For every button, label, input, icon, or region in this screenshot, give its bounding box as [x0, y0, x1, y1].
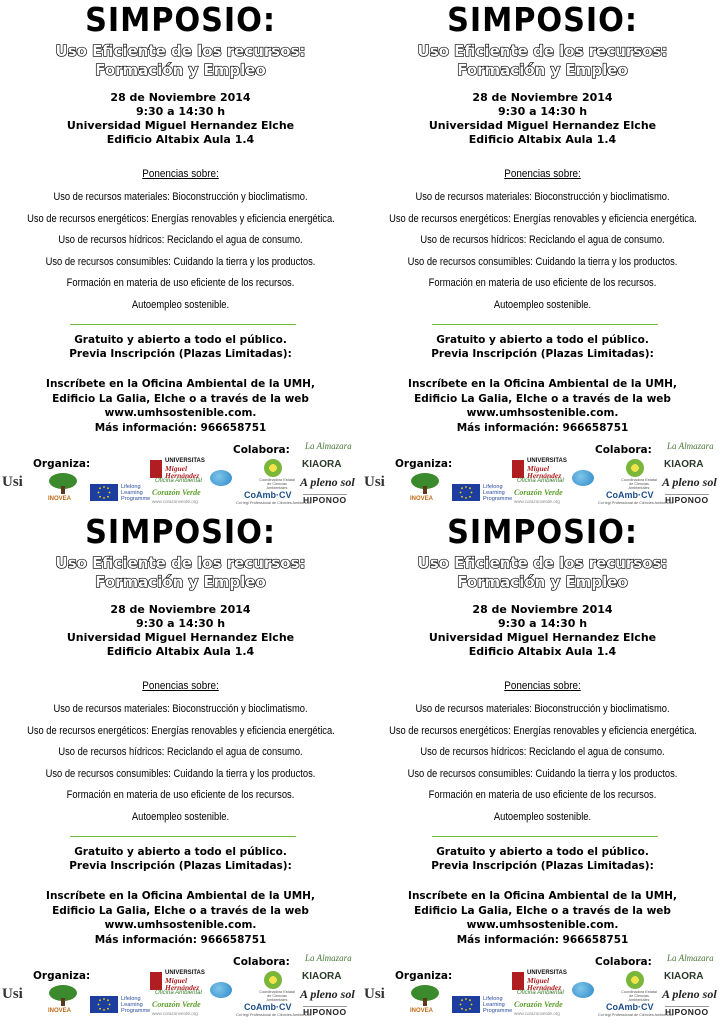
almazara-logo: La Almazara — [305, 953, 352, 963]
register-line-1: Inscríbete en la Oficina Ambiental de la UMH, — [408, 890, 677, 902]
register-info — [0, 889, 361, 947]
green-seal-icon — [626, 971, 644, 989]
subtitle-line-2: Formación y Empleo — [457, 573, 628, 591]
green-divider — [70, 836, 296, 837]
corazon-verde-logo: Corazón Verde — [514, 488, 563, 497]
lifelong-learning-logo: Lifelong Learning Programme — [121, 996, 151, 1014]
register-line-2: Edificio La Galia, Elche o a través de la web — [52, 392, 309, 405]
flyer-subtitle — [0, 554, 361, 592]
umh-universitas: UNIVERSITAS — [527, 970, 567, 976]
flyer-title: SIMPOSIO: — [85, 512, 276, 551]
umh-name: Miguel Hernández — [527, 464, 562, 480]
almazara-logo: La Almazara — [667, 953, 714, 963]
kiaora-logo: KIAORA — [302, 971, 342, 982]
topic-item: Uso de recursos consumibles: Cuidando la tierra y los productos. — [45, 255, 316, 268]
inovea-logo: INOVEA — [410, 496, 434, 502]
event-university: Universidad Miguel Hernandez Elche — [66, 631, 295, 644]
free-line: Gratuito y abierto a todo el público. — [74, 846, 287, 858]
corazon-verde-logo: Corazón Verde — [514, 1000, 563, 1009]
subtitle-line-1: Uso Eficiente de los recursos: — [417, 554, 668, 572]
water-drop-icon — [572, 982, 594, 998]
coamb-subtitle: Col·legi Professional de Ciències Ambientals — [236, 1013, 312, 1017]
flyer-copy — [0, 512, 361, 1024]
coamb-logo: CoAmb·CV — [244, 490, 292, 500]
eu-flag-icon — [90, 996, 118, 1013]
more-info: Más información: 966658751 — [94, 421, 267, 434]
event-building: Edificio Altabix Aula 1.4 — [106, 133, 255, 146]
ponencias-heading: Ponencias sobre: — [142, 168, 219, 180]
free-line: Gratuito y abierto a todo el público. — [74, 334, 287, 346]
ponencias-heading: Ponencias sobre: — [504, 680, 581, 692]
tree-icon — [48, 984, 78, 1006]
topics-list — [0, 190, 361, 320]
coamb-logo: CoAmb·CV — [606, 1002, 654, 1012]
hiponoo-logo: HIPONOO — [665, 495, 709, 505]
register-line-1: Inscríbete en la Oficina Ambiental de la UMH, — [408, 378, 677, 390]
access-info — [362, 333, 723, 361]
topic-item: Uso de recursos materiales: Bioconstrucción y bioclimatismo. — [53, 703, 308, 715]
green-seal-icon — [626, 459, 644, 477]
corazon-verde-logo: Corazón Verde — [152, 488, 201, 497]
subtitle-line-2: Formación y Empleo — [95, 61, 266, 79]
topics-list — [0, 702, 361, 832]
event-date: 28 de Noviembre 2014 — [472, 603, 613, 616]
topic-item: Uso de recursos energéticos: Energías renovables y eficiencia energética. — [27, 724, 335, 737]
coamb-logo: CoAmb·CV — [244, 1002, 292, 1012]
subtitle-line-1: Uso Eficiente de los recursos: — [55, 42, 306, 60]
green-seal-icon — [264, 459, 282, 477]
free-line: Gratuito y abierto a todo el público. — [436, 334, 649, 346]
almazara-logo: La Almazara — [305, 441, 352, 451]
topic-item: Uso de recursos consumibles: Cuidando la tierra y los productos. — [407, 767, 678, 780]
topic-item: Uso de recursos consumibles: Cuidando la tierra y los productos. — [45, 767, 316, 780]
federacion-text: Coordinadora Estatal de Ciencias Ambientales — [621, 990, 657, 1002]
almazara-logo: La Almazara — [667, 441, 714, 451]
topic-item: Uso de recursos energéticos: Energías renovables y eficiencia energética. — [27, 212, 335, 225]
topic-item: Uso de recursos hídricos: Reciclando el agua de consumo. — [58, 746, 303, 759]
event-date: 28 de Noviembre 2014 — [110, 91, 251, 104]
tree-icon — [410, 984, 440, 1006]
free-line: Gratuito y abierto a todo el público. — [436, 846, 649, 858]
event-university: Universidad Miguel Hernandez Elche — [428, 631, 657, 644]
topic-item: Formación en materia de uso eficiente de los recursos. — [428, 277, 657, 290]
colabora-label: Colabora: — [595, 444, 652, 456]
umh-name: Miguel Hernández — [165, 976, 200, 992]
event-building: Edificio Altabix Aula 1.4 — [468, 133, 617, 146]
register-line-1: Inscríbete en la Oficina Ambiental de la UMH, — [46, 378, 315, 390]
event-details — [0, 603, 361, 659]
flyer-copy — [362, 0, 723, 512]
hiponoo-logo: HIPONOO — [303, 1007, 347, 1017]
flyer-copy — [362, 512, 723, 1024]
event-time: 9:30 a 14:30 h — [497, 617, 588, 630]
topic-item: Uso de recursos energéticos: Energías renovables y eficiencia energética. — [389, 212, 697, 225]
umh-name: Miguel Hernández — [165, 464, 200, 480]
website-link[interactable]: www.umhsostenible.com. — [104, 919, 257, 931]
aplenosol-logo: A pleno sol — [662, 987, 717, 1001]
umh-shield-icon — [512, 460, 524, 478]
umh-universitas: UNIVERSITAS — [165, 458, 205, 464]
access-info — [362, 845, 723, 873]
register-info — [362, 889, 723, 947]
water-drop-icon — [210, 982, 232, 998]
federacion-text: Coordinadora Estatal de Ciencias Ambientales — [259, 990, 295, 1002]
topics-list — [362, 702, 723, 832]
register-line-1: Inscríbete en la Oficina Ambiental de la UMH, — [46, 890, 315, 902]
green-seal-icon — [264, 971, 282, 989]
register-line-2: Edificio La Galia, Elche o a través de la web — [52, 904, 309, 917]
usi-logo: Usi — [2, 986, 23, 1002]
event-date: 28 de Noviembre 2014 — [472, 91, 613, 104]
registration-line: Previa Inscripción (Plazas Limitadas): — [431, 860, 654, 872]
umh-universitas: UNIVERSITAS — [527, 458, 567, 464]
lifelong-learning-logo: Lifelong Learning Programme — [121, 484, 151, 502]
umh-name: Miguel Hernández — [527, 976, 562, 992]
topic-item: Formación en materia de uso eficiente de los recursos. — [66, 277, 295, 290]
kiaora-logo: KIAORA — [664, 971, 704, 982]
flyer-copy — [0, 0, 361, 512]
kiaora-logo: KIAORA — [302, 459, 342, 470]
umh-shield-icon — [150, 972, 162, 990]
flyer-title: SIMPOSIO: — [447, 512, 638, 551]
access-info — [0, 845, 361, 873]
coamb-subtitle: Col·legi Professional de Ciències Ambientals — [598, 1013, 674, 1017]
more-info: Más información: 966658751 — [94, 933, 267, 946]
topic-item: Formación en materia de uso eficiente de los recursos. — [428, 789, 657, 802]
tree-icon — [410, 472, 440, 494]
water-drop-icon — [572, 470, 594, 486]
website-link[interactable]: www.umhsostenible.com. — [104, 407, 257, 419]
ponencias-heading: Ponencias sobre: — [142, 680, 219, 692]
event-time: 9:30 a 14:30 h — [497, 105, 588, 118]
register-line-2: Edificio La Galia, Elche o a través de la web — [414, 904, 671, 917]
corazon-verde-web: www.corazonverde.org — [514, 499, 560, 504]
corazon-verde-web: www.corazonverde.org — [152, 1011, 198, 1016]
organiza-label: Organiza: — [395, 458, 453, 470]
registration-line: Previa Inscripción (Plazas Limitadas): — [69, 348, 292, 360]
more-info: Más información: 966658751 — [456, 421, 629, 434]
oficina-ambiental-logo: Oficina Ambiental — [155, 990, 202, 996]
topic-item: Autoempleo sostenible. — [493, 810, 592, 823]
event-time: 9:30 a 14:30 h — [135, 617, 226, 630]
federacion-text: Coordinadora Estatal de Ciencias Ambientales — [621, 478, 657, 490]
subtitle-line-1: Uso Eficiente de los recursos: — [55, 554, 306, 572]
flyer-subtitle — [0, 42, 361, 80]
oficina-ambiental-logo: Oficina Ambiental — [155, 478, 202, 484]
oficina-ambiental-logo: Oficina Ambiental — [517, 990, 564, 996]
eu-flag-icon — [452, 484, 480, 501]
register-info — [0, 377, 361, 435]
kiaora-logo: KIAORA — [664, 459, 704, 470]
flyer-subtitle — [362, 554, 723, 592]
inovea-logo: INOVEA — [410, 1008, 434, 1014]
flyer-title: SIMPOSIO: — [447, 0, 638, 39]
water-drop-icon — [210, 470, 232, 486]
aplenosol-logo: A pleno sol — [300, 475, 355, 489]
event-details — [362, 91, 723, 147]
eu-flag-icon — [452, 996, 480, 1013]
event-building: Edificio Altabix Aula 1.4 — [106, 645, 255, 658]
oficina-ambiental-logo: Oficina Ambiental — [517, 478, 564, 484]
green-divider — [70, 324, 296, 325]
federacion-text: Coordinadora Estatal de Ciencias Ambientales — [259, 478, 295, 490]
topic-item: Autoempleo sostenible. — [131, 298, 230, 311]
hiponoo-logo: HIPONOO — [303, 495, 347, 505]
corazon-verde-logo: Corazón Verde — [152, 1000, 201, 1009]
usi-logo: Usi — [364, 474, 385, 490]
usi-logo: Usi — [364, 986, 385, 1002]
organiza-label: Organiza: — [395, 970, 453, 982]
usi-logo: Usi — [2, 474, 23, 490]
subtitle-line-2: Formación y Empleo — [95, 573, 266, 591]
umh-universitas: UNIVERSITAS — [165, 970, 205, 976]
topic-item: Uso de recursos materiales: Bioconstrucción y bioclimatismo. — [415, 191, 670, 203]
topic-item: Formación en materia de uso eficiente de los recursos. — [66, 789, 295, 802]
access-info — [0, 333, 361, 361]
event-building: Edificio Altabix Aula 1.4 — [468, 645, 617, 658]
colabora-label: Colabora: — [595, 956, 652, 968]
topic-item: Uso de recursos materiales: Bioconstrucción y bioclimatismo. — [53, 191, 308, 203]
eu-flag-icon — [90, 484, 118, 501]
inovea-logo: INOVEA — [48, 496, 72, 502]
event-details — [362, 603, 723, 659]
website-link[interactable]: www.umhsostenible.com. — [466, 919, 619, 931]
coamb-logo: CoAmb·CV — [606, 490, 654, 500]
event-university: Universidad Miguel Hernandez Elche — [66, 119, 295, 132]
coamb-subtitle: Col·legi Professional de Ciències Ambientals — [598, 501, 674, 505]
umh-shield-icon — [512, 972, 524, 990]
event-details — [0, 91, 361, 147]
topic-item: Uso de recursos hídricos: Reciclando el agua de consumo. — [58, 234, 303, 247]
topic-item: Uso de recursos materiales: Bioconstrucción y bioclimatismo. — [415, 703, 670, 715]
green-divider — [432, 836, 658, 837]
organiza-label: Organiza: — [33, 458, 91, 470]
tree-icon — [48, 472, 78, 494]
register-info — [362, 377, 723, 435]
topic-item: Uso de recursos consumibles: Cuidando la tierra y los productos. — [407, 255, 678, 268]
subtitle-line-1: Uso Eficiente de los recursos: — [417, 42, 668, 60]
colabora-label: Colabora: — [233, 444, 290, 456]
organiza-label: Organiza: — [33, 970, 91, 982]
more-info: Más información: 966658751 — [456, 933, 629, 946]
corazon-verde-web: www.corazonverde.org — [514, 1011, 560, 1016]
event-university: Universidad Miguel Hernandez Elche — [428, 119, 657, 132]
lifelong-learning-logo: Lifelong Learning Programme — [483, 996, 513, 1014]
event-time: 9:30 a 14:30 h — [135, 105, 226, 118]
colabora-label: Colabora: — [233, 956, 290, 968]
website-link[interactable]: www.umhsostenible.com. — [466, 407, 619, 419]
lifelong-learning-logo: Lifelong Learning Programme — [483, 484, 513, 502]
topic-item: Autoempleo sostenible. — [131, 810, 230, 823]
corazon-verde-web: www.corazonverde.org — [152, 499, 198, 504]
topics-list — [362, 190, 723, 320]
aplenosol-logo: A pleno sol — [300, 987, 355, 1001]
ponencias-heading: Ponencias sobre: — [504, 168, 581, 180]
topic-item: Uso de recursos energéticos: Energías renovables y eficiencia energética. — [389, 724, 697, 737]
event-date: 28 de Noviembre 2014 — [110, 603, 251, 616]
inovea-logo: INOVEA — [48, 1008, 72, 1014]
flyer-subtitle — [362, 42, 723, 80]
hiponoo-logo: HIPONOO — [665, 1007, 709, 1017]
registration-line: Previa Inscripción (Plazas Limitadas): — [69, 860, 292, 872]
registration-line: Previa Inscripción (Plazas Limitadas): — [431, 348, 654, 360]
subtitle-line-2: Formación y Empleo — [457, 61, 628, 79]
topic-item: Uso de recursos hídricos: Reciclando el agua de consumo. — [420, 234, 665, 247]
flyer-title: SIMPOSIO: — [85, 0, 276, 39]
register-line-2: Edificio La Galia, Elche o a través de la web — [414, 392, 671, 405]
aplenosol-logo: A pleno sol — [662, 475, 717, 489]
coamb-subtitle: Col·legi Professional de Ciències Ambientals — [236, 501, 312, 505]
topic-item: Uso de recursos hídricos: Reciclando el agua de consumo. — [420, 746, 665, 759]
topic-item: Autoempleo sostenible. — [493, 298, 592, 311]
umh-shield-icon — [150, 460, 162, 478]
green-divider — [432, 324, 658, 325]
